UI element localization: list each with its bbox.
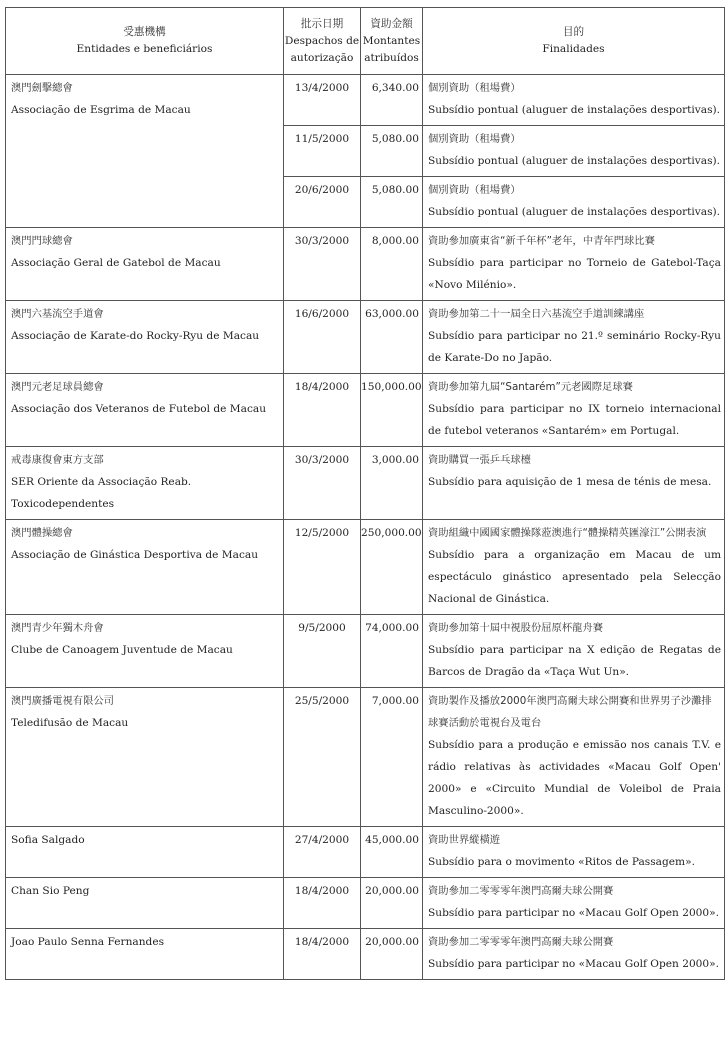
purpose-cell — [423, 301, 725, 374]
purpose-zh: 資助參加二零零零年澳門高爾夫球公開賽 — [428, 885, 614, 897]
amount-cell: 20,000.00 — [361, 878, 423, 929]
amount-cell: 150,000.00 — [361, 374, 423, 447]
table-row — [6, 688, 725, 827]
purpose-zh: 資助購買一張乒乓球檯 — [428, 454, 531, 466]
table-row — [6, 447, 725, 520]
authorization-date: 30/3/2000 — [284, 228, 361, 301]
purpose-zh: 個別資助（租場費） — [428, 184, 521, 196]
header-entities-pt: Entidades e beneficiários — [76, 43, 213, 55]
entity-cell — [6, 520, 284, 615]
entity-name-pt: Joao Paulo Senna Fernandes — [11, 936, 165, 948]
amount-cell: 6,340.00 — [361, 75, 423, 126]
authorization-date: 18/4/2000 — [284, 878, 361, 929]
purpose-cell — [423, 520, 725, 615]
table-row — [6, 301, 725, 374]
amount-cell: 250,000.00 — [361, 520, 423, 615]
purpose-zh: 資助參加第二十一屆全日六基流空手道訓練講座 — [428, 308, 645, 320]
entity-name-zh: 澳門六基流空手道會 — [11, 308, 104, 320]
amount-cell: 20,000.00 — [361, 929, 423, 980]
table-header-row — [6, 8, 725, 75]
purpose-cell — [423, 374, 725, 447]
header-purpose-zh: 目的 — [562, 26, 585, 38]
entity-cell — [6, 75, 284, 228]
header-entities — [6, 8, 284, 75]
authorization-date: 13/4/2000 — [284, 75, 361, 126]
purpose-zh: 資助參加廣東省“新千年杯”老年，中青年門球比賽 — [428, 235, 655, 247]
entity-name-pt: Associação dos Veteranos de Futebol de Macau — [11, 403, 267, 415]
purpose-pt: Subsídio para aquisição de 1 mesa de ténis de mesa. — [428, 476, 712, 488]
entity-name-zh: 澳門體操總會 — [11, 527, 73, 539]
purpose-cell — [423, 177, 725, 228]
authorization-date: 11/5/2000 — [284, 126, 361, 177]
amount-cell: 7,000.00 — [361, 688, 423, 827]
purpose-zh: 個別資助（租場費） — [428, 133, 521, 145]
entity-name-zh: 澳門劍擊總會 — [11, 82, 73, 94]
table-row — [6, 929, 725, 980]
purpose-pt: Subsídio para participar no «Macau Golf Open 2000». — [428, 907, 720, 919]
purpose-cell — [423, 228, 725, 301]
entity-cell — [6, 688, 284, 827]
amount-cell: 3,000.00 — [361, 447, 423, 520]
purpose-zh: 資助參加第十屆中視股份屈原杯龍舟賽 — [428, 622, 604, 634]
authorization-date: 12/5/2000 — [284, 520, 361, 615]
amount-cell: 5,080.00 — [361, 126, 423, 177]
entity-name-zh: 澳門廣播電視有限公司 — [11, 695, 114, 707]
purpose-pt: Subsídio para participar no IX torneio internacional de futebol veteranos «Santarém» em Portugal. — [428, 403, 721, 437]
amount-cell: 5,080.00 — [361, 177, 423, 228]
authorization-date: 16/6/2000 — [284, 301, 361, 374]
entity-name-pt: Associação Geral de Gatebol de Macau — [11, 257, 221, 269]
purpose-pt: Subsídio para a produção e emissão nos canais T.V. e rádio relativas às actividades «Macau Golf Open' 2000» e «Circuito Mundial de Voleibol de Praia Masculino-2000». — [428, 739, 721, 817]
entity-cell — [6, 615, 284, 688]
purpose-pt: Subsídio para participar no 21.º seminário Rocky-Ryu de Karate-Do no Japão. — [428, 330, 721, 364]
entity-cell — [6, 827, 284, 878]
entity-cell — [6, 301, 284, 374]
header-purpose — [423, 8, 725, 75]
header-purpose-pt: Finalidades — [542, 43, 605, 55]
purpose-cell — [423, 126, 725, 177]
entity-cell — [6, 447, 284, 520]
amount-cell: 45,000.00 — [361, 827, 423, 878]
entity-name-pt: Teledifusão de Macau — [11, 717, 129, 729]
table-row — [6, 520, 725, 615]
header-date-pt-2: autorização — [290, 51, 354, 64]
authorization-date: 18/4/2000 — [284, 929, 361, 980]
header-entities-zh: 受惠機構 — [123, 26, 166, 38]
purpose-pt: Subsídio para o movimento «Ritos de Passagem». — [428, 856, 695, 868]
purpose-zh: 個別資助（租場費） — [428, 82, 521, 94]
purpose-cell — [423, 447, 725, 520]
amount-cell: 8,000.00 — [361, 228, 423, 301]
purpose-pt: Subsídio para participar no «Macau Golf Open 2000». — [428, 958, 720, 970]
purpose-pt: Subsídio para participar na X edição de Regatas de Barcos de Dragão da «Taça Wut Un». — [428, 644, 721, 678]
table-row — [6, 374, 725, 447]
entity-name-zh: 澳門元老足球員總會 — [11, 381, 104, 393]
purpose-pt: Subsídio pontual (aluguer de instalações desportivas). — [428, 104, 721, 116]
purpose-zh: 資助製作及播放2000年澳門高爾夫球公開賽和世界男子沙灘排球賽活動於電視台及電台 — [428, 695, 712, 729]
purpose-pt: Subsídio pontual (aluguer de instalações desportivas). — [428, 206, 721, 218]
purpose-cell — [423, 688, 725, 827]
header-date-pt-1: Despachos de — [284, 34, 360, 47]
header-date — [284, 8, 361, 75]
entity-name-pt: Associação de Ginástica Desportiva de Macau — [11, 549, 259, 561]
table-body — [6, 75, 725, 980]
table-row — [6, 878, 725, 929]
purpose-zh: 資助組織中國國家體操隊蒞澳進行“體操精英匯濠江”公開表演 — [428, 527, 707, 539]
table-row — [6, 75, 725, 126]
purpose-cell — [423, 929, 725, 980]
entity-name-zh: 澳門門球總會 — [11, 235, 73, 247]
table-row — [6, 615, 725, 688]
entity-name-pt: Chan Sio Peng — [11, 885, 90, 897]
authorization-date: 18/4/2000 — [284, 374, 361, 447]
entity-name-pt: Associação de Karate-do Rocky-Ryu de Macau — [11, 330, 260, 342]
header-amount-zh: 資助金額 — [370, 17, 413, 30]
header-date-zh: 批示日期 — [300, 17, 344, 30]
amount-cell: 63,000.00 — [361, 301, 423, 374]
purpose-cell — [423, 615, 725, 688]
entity-name-zh: 戒毒康復會東方支部 — [11, 454, 104, 466]
entity-name-pt: Associação de Esgrima de Macau — [11, 104, 191, 116]
purpose-pt: Subsídio para participar no Torneio de Gatebol-Taça «Novo Milénio». — [428, 257, 721, 291]
purpose-zh: 資助參加二零零零年澳門高爾夫球公開賽 — [428, 936, 614, 948]
header-amount-pt-2: atribuídos — [364, 51, 419, 64]
purpose-cell — [423, 75, 725, 126]
purpose-pt: Subsídio para a organização em Macau de um espectáculo ginástico apresentado pela Selecção Nacional de Ginástica. — [428, 549, 721, 605]
amount-cell: 74,000.00 — [361, 615, 423, 688]
authorization-date: 27/4/2000 — [284, 827, 361, 878]
entity-cell — [6, 929, 284, 980]
header-amount — [361, 8, 423, 75]
purpose-cell — [423, 827, 725, 878]
subsidy-table — [5, 7, 725, 980]
table-row — [6, 827, 725, 878]
entity-name-pt: Sofia Salgado — [11, 834, 85, 846]
authorization-date: 25/5/2000 — [284, 688, 361, 827]
entity-cell — [6, 374, 284, 447]
entity-name-pt: Clube de Canoagem Juventude de Macau — [11, 644, 233, 656]
entity-name-zh: 澳門青少年獨木舟會 — [11, 622, 104, 634]
authorization-date: 30/3/2000 — [284, 447, 361, 520]
entity-cell — [6, 878, 284, 929]
purpose-cell — [423, 878, 725, 929]
entity-name-pt: SER Oriente da Associação Reab. Toxicodependentes — [11, 476, 192, 510]
purpose-pt: Subsídio pontual (aluguer de instalações desportivas). — [428, 155, 721, 167]
purpose-zh: 資助世界縱橫遊 — [428, 834, 501, 846]
authorization-date: 20/6/2000 — [284, 177, 361, 228]
table-row — [6, 228, 725, 301]
authorization-date: 9/5/2000 — [284, 615, 361, 688]
subsidy-table-page — [5, 7, 724, 980]
header-amount-pt-1: Montantes — [362, 34, 421, 47]
purpose-zh: 資助參加第九屆“Santarém”元老國際足球賽 — [428, 381, 633, 393]
entity-cell — [6, 228, 284, 301]
